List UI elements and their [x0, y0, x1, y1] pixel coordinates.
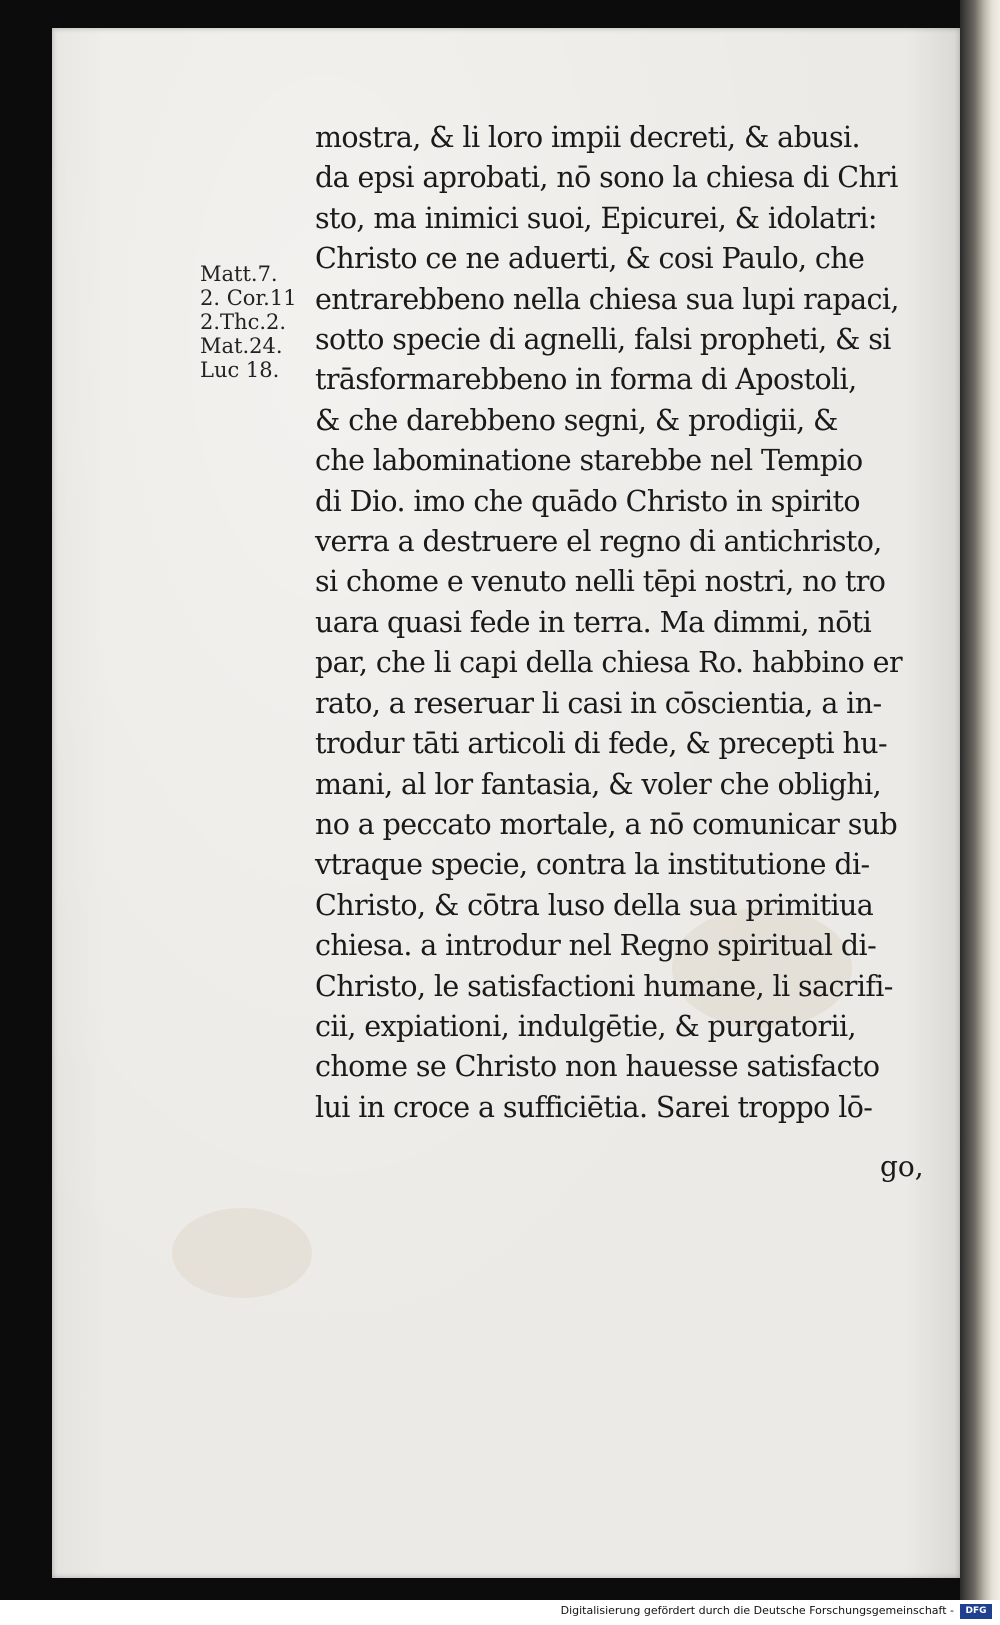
- text-line: di Dio. imo che quādo Christo in spirito: [315, 484, 860, 518]
- text-line: sto, ma inimici suoi, Epicurei, & idolatri:: [315, 201, 877, 235]
- text-line: & che darebbeno segni, & prodigii, &: [315, 403, 838, 437]
- footer-bar: [0, 1600, 1000, 1625]
- funding-credit: Digitalisierung gefördert durch die Deutsche Forschungsgemeinschaft -: [560, 1604, 954, 1617]
- text-line: no a peccato mortale, a nō comunicar sub: [315, 807, 898, 841]
- margin-note: Mat.24.: [200, 334, 283, 358]
- text-line: mani, al lor fantasia, & voler che oblighi,: [315, 767, 882, 801]
- text-line: trāsformarebbeno in forma di Apostoli,: [315, 363, 857, 397]
- margin-note: 2. Cor.11: [200, 286, 297, 310]
- text-line: par, che li capi della chiesa Ro. habbino er: [315, 646, 902, 680]
- text-line: lui in croce a sufficiētia. Sarei troppo lō-: [315, 1090, 873, 1124]
- body-text: [315, 118, 935, 1128]
- text-line: entrarebbeno nella chiesa sua lupi rapaci,: [315, 282, 899, 316]
- text-line: Christo, & cōtra luso della sua primitiua: [315, 888, 874, 922]
- text-line: si chome e venuto nelli tēpi nostri, no tro: [315, 565, 886, 599]
- text-line: Christo ce ne aduerti, & cosi Paulo, che: [315, 242, 865, 276]
- text-line: che labominatione starebbe nel Tempio: [315, 444, 863, 478]
- text-line: cii, expiationi, indulgētie, & purgatorii,: [315, 1009, 856, 1043]
- text-line: mostra, & li loro impii decreti, & abusi.: [315, 121, 860, 154]
- text-line: da epsi aprobati, nō sono la chiesa di Chri: [315, 161, 898, 195]
- margin-notes: [200, 262, 320, 382]
- dfg-logo: DFG: [960, 1604, 992, 1619]
- margin-note: Luc 18.: [200, 358, 280, 382]
- margin-note: Matt.7.: [200, 262, 278, 286]
- text-line: sotto specie di agnelli, falsi propheti, & si: [315, 323, 891, 357]
- paper-stain: [172, 1208, 312, 1298]
- text-line: trodur tāti articoli di fede, & precepti hu-: [315, 727, 888, 761]
- text-line: chome se Christo non hauesse satisfacto: [315, 1050, 880, 1084]
- text-line: vtraque specie, contra la institutione di-: [315, 848, 870, 882]
- text-line: chiesa. a introdur nel Regno spiritual di-: [315, 929, 877, 963]
- book-edge: [960, 0, 1000, 1600]
- text-line: Christo, le satisfactioni humane, li sacrifi-: [315, 969, 893, 1003]
- margin-note: 2.Thc.2.: [200, 310, 287, 334]
- text-line: rato, a reseruar li casi in cōscientia, a in-: [315, 686, 882, 720]
- catchword: go,: [880, 1150, 924, 1183]
- text-line: verra a destruere el regno di antichristo,: [315, 525, 882, 559]
- text-line: uara quasi fede in terra. Ma dimmi, nōti: [315, 605, 872, 639]
